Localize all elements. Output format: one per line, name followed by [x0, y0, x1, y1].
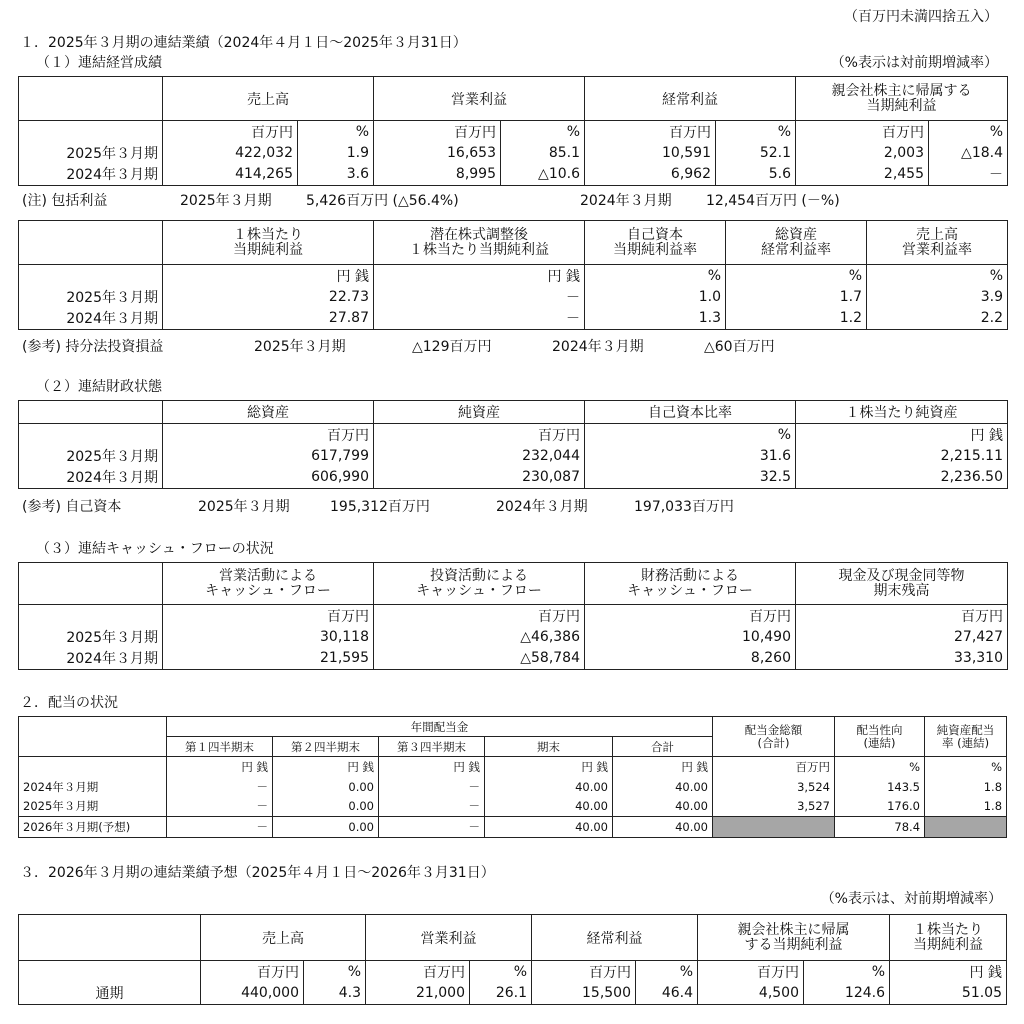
header-q1: 第１四半期末	[167, 737, 273, 757]
value-cell: 31.6	[585, 446, 796, 467]
value-cell: 10,591	[585, 143, 716, 164]
value-cell: 27,427	[796, 627, 1008, 648]
financial-position-heading: （２）連結財政状態	[36, 379, 162, 395]
section-1-title: １．2025年３月期の連結業績（2024年４月１日～2025年３月31日）	[20, 35, 467, 51]
unit-cell: 百万円	[366, 961, 470, 983]
unit-cell: 百万円	[532, 961, 636, 983]
header-q3: 第３四半期末	[379, 737, 485, 757]
unit-cell: 百万円	[201, 961, 304, 983]
header-ordinary-profit: 経常利益	[532, 915, 698, 961]
value-cell: 78.4	[835, 817, 925, 838]
value-cell: 15,500	[532, 983, 636, 1005]
value-cell: 21,595	[163, 648, 374, 670]
value-cell: 0.00	[273, 797, 379, 817]
per-share-ratio-table	[18, 220, 1008, 330]
unit-cell: %	[304, 961, 366, 983]
value-cell: 232,044	[374, 446, 585, 467]
value-cell: 0.00	[273, 817, 379, 838]
unit-cell: 百万円	[374, 605, 585, 627]
equity-ref-label: (参考) 自己資本	[22, 499, 122, 515]
unit-cell: %	[470, 961, 532, 983]
table-row	[19, 627, 1008, 648]
equity-ref-value: 195,312百万円	[330, 499, 430, 515]
equity-ref-year: 2025年３月期	[198, 499, 290, 515]
equity-method-value: △129百万円	[412, 339, 492, 355]
unit-cell: 円 銭	[167, 757, 273, 777]
header-net-income: 親会社株主に帰属する 当期純利益	[796, 77, 1008, 121]
operating-results-table	[18, 76, 1008, 186]
value-cell: 33,310	[796, 648, 1008, 670]
header-equity-ratio: 自己資本比率	[585, 401, 796, 424]
row-label: 2024年３月期	[19, 648, 163, 670]
header-total: 合計	[613, 737, 713, 757]
header-operating-profit: 営業利益	[366, 915, 532, 961]
header-operating-margin: 売上高 営業利益率	[867, 221, 1008, 265]
value-cell: －	[379, 777, 485, 797]
operating-results-heading: （１）連結経営成績	[36, 55, 162, 71]
value-cell: 2,003	[796, 143, 929, 164]
value-cell: －	[379, 797, 485, 817]
unit-cell: 円 銭	[374, 265, 585, 287]
value-cell: 176.0	[835, 797, 925, 817]
row-label: 2026年３月期(予想)	[19, 817, 167, 838]
value-cell: 10,490	[585, 627, 796, 648]
financial-position-table	[18, 400, 1008, 489]
header-operating-cf: 営業活動による キャッシュ・フロー	[163, 563, 374, 605]
value-cell: －	[374, 308, 585, 330]
unit-cell: %	[585, 265, 726, 287]
row-label: 2024年３月期	[19, 308, 163, 330]
header-net-sales: 売上高	[201, 915, 366, 961]
value-cell: 5.6	[716, 164, 796, 186]
table-row	[19, 983, 1007, 1005]
row-label: 2025年３月期	[19, 627, 163, 648]
unit-cell: 円 銭	[796, 424, 1008, 446]
unit-cell: 百万円	[585, 121, 716, 143]
comprehensive-income-label: (注) 包括利益	[22, 193, 108, 209]
header-diluted-eps: 潜在株式調整後 １株当たり当期純利益	[374, 221, 585, 265]
unit-cell: 円 銭	[163, 265, 374, 287]
dividends-heading: ２．配当の状況	[20, 695, 118, 711]
equity-ref-value: 197,033百万円	[634, 499, 734, 515]
header-net-assets: 純資産	[374, 401, 585, 424]
value-cell: 1.7	[726, 287, 867, 308]
value-cell: 32.5	[585, 467, 796, 489]
value-cell: 143.5	[835, 777, 925, 797]
unit-cell: 円 銭	[379, 757, 485, 777]
value-cell: 30,118	[163, 627, 374, 648]
equity-method-label: (参考) 持分法投資損益	[22, 339, 164, 355]
unit-cell: 百万円	[796, 605, 1008, 627]
value-cell: △46,386	[374, 627, 585, 648]
value-cell: 3.9	[867, 287, 1008, 308]
value-cell: 3,527	[713, 797, 835, 817]
unit-cell: 百万円	[713, 757, 835, 777]
value-cell: －	[167, 817, 273, 838]
unit-cell: %	[585, 424, 796, 446]
comprehensive-income-value: 5,426百万円 (△56.4%)	[306, 193, 459, 209]
value-cell: 27.87	[163, 308, 374, 330]
unit-note: （百万円未満四捨五入）	[844, 9, 998, 25]
value-cell: 6,962	[585, 164, 716, 186]
header-payout-ratio: 配当性向 (連結)	[835, 717, 925, 757]
unit-cell: 百万円	[796, 121, 929, 143]
header-eps: １株当たり 当期純利益	[890, 915, 1007, 961]
row-label: 2025年３月期	[19, 143, 163, 164]
unit-cell: %	[501, 121, 585, 143]
value-cell: 2.2	[867, 308, 1008, 330]
equity-ref-year: 2024年３月期	[496, 499, 588, 515]
dividends-table	[18, 716, 1007, 838]
value-cell: 40.00	[485, 777, 613, 797]
value-cell: 26.1	[470, 983, 532, 1005]
value-cell: 1.2	[726, 308, 867, 330]
row-label: 2024年３月期	[19, 777, 167, 797]
value-cell: 21,000	[366, 983, 470, 1005]
value-cell: 8,995	[374, 164, 501, 186]
unit-cell: %	[929, 121, 1008, 143]
unit-cell: 百万円	[698, 961, 804, 983]
unit-cell: 円 銭	[273, 757, 379, 777]
table-row	[19, 164, 1008, 186]
unit-cell: 百万円	[163, 121, 298, 143]
value-cell: 52.1	[716, 143, 796, 164]
unit-cell: 百万円	[163, 424, 374, 446]
forecast-heading: ３．2026年３月期の連結業績予想（2025年４月１日～2026年３月31日）	[20, 865, 495, 881]
value-cell: 51.05	[890, 983, 1007, 1005]
value-cell: 40.00	[485, 817, 613, 838]
table-row	[19, 143, 1008, 164]
value-cell: 3.6	[298, 164, 374, 186]
unit-cell: 円 銭	[485, 757, 613, 777]
unit-cell: %	[835, 757, 925, 777]
unit-cell: %	[636, 961, 698, 983]
value-cell: 617,799	[163, 446, 374, 467]
row-label: 2024年３月期	[19, 164, 163, 186]
header-investing-cf: 投資活動による キャッシュ・フロー	[374, 563, 585, 605]
value-cell: －	[929, 164, 1008, 186]
value-cell: －	[374, 287, 585, 308]
header-ordinary-profit: 経常利益	[585, 77, 796, 121]
unit-cell: %	[925, 757, 1007, 777]
value-cell: 1.0	[585, 287, 726, 308]
equity-method-value: △60百万円	[704, 339, 775, 355]
value-cell: －	[167, 777, 273, 797]
table-row	[19, 648, 1008, 670]
value-cell: 414,265	[163, 164, 298, 186]
shaded-cell	[925, 817, 1007, 838]
row-label: 2025年３月期	[19, 446, 163, 467]
forecast-pct-note: （%表示は、対前期増減率）	[820, 891, 1002, 907]
value-cell: △10.6	[501, 164, 585, 186]
value-cell: 422,032	[163, 143, 298, 164]
table-row	[19, 817, 1007, 838]
header-blank	[19, 77, 163, 121]
equity-method-year: 2025年３月期	[254, 339, 346, 355]
value-cell: △18.4	[929, 143, 1008, 164]
value-cell: 8,260	[585, 648, 796, 670]
row-label: 2025年３月期	[19, 797, 167, 817]
value-cell: 4,500	[698, 983, 804, 1005]
unit-cell: %	[867, 265, 1008, 287]
header-q2: 第２四半期末	[273, 737, 379, 757]
value-cell: 22.73	[163, 287, 374, 308]
value-cell: 2,455	[796, 164, 929, 186]
cash-flow-heading: （３）連結キャッシュ・フローの状況	[36, 541, 274, 557]
row-label: 通期	[19, 983, 201, 1005]
value-cell: 1.9	[298, 143, 374, 164]
unit-cell: %	[716, 121, 796, 143]
value-cell: 2,215.11	[796, 446, 1008, 467]
header-total-assets: 総資産	[163, 401, 374, 424]
value-cell: 230,087	[374, 467, 585, 489]
header-bps: １株当たり純資産	[796, 401, 1008, 424]
shaded-cell	[713, 817, 835, 838]
table-row	[19, 467, 1008, 489]
value-cell: 40.00	[613, 797, 713, 817]
value-cell: 1.8	[925, 777, 1007, 797]
value-cell: 1.8	[925, 797, 1007, 817]
header-eps: １株当たり 当期純利益	[163, 221, 374, 265]
unit-cell: 百万円	[374, 121, 501, 143]
forecast-table	[18, 914, 1007, 1005]
header-operating-profit: 営業利益	[374, 77, 585, 121]
value-cell: 606,990	[163, 467, 374, 489]
row-label: 2024年３月期	[19, 467, 163, 489]
value-cell: 40.00	[613, 777, 713, 797]
value-cell: △58,784	[374, 648, 585, 670]
value-cell: 0.00	[273, 777, 379, 797]
value-cell: 40.00	[485, 797, 613, 817]
unit-cell: %	[804, 961, 890, 983]
value-cell: 46.4	[636, 983, 698, 1005]
value-cell: 16,653	[374, 143, 501, 164]
header-total-dividend: 配当金総額 (合計)	[713, 717, 835, 757]
table-row	[19, 308, 1008, 330]
table-row	[19, 797, 1007, 817]
header-doe: 純資産配当 率 (連結)	[925, 717, 1007, 757]
value-cell: 1.3	[585, 308, 726, 330]
header-financing-cf: 財務活動による キャッシュ・フロー	[585, 563, 796, 605]
comprehensive-income-value: 12,454百万円 (－%)	[706, 193, 840, 209]
table-row	[19, 287, 1008, 308]
unit-cell: %	[298, 121, 374, 143]
header-roa: 総資産 経常利益率	[726, 221, 867, 265]
value-cell: 124.6	[804, 983, 890, 1005]
unit-cell: %	[726, 265, 867, 287]
unit-cell: 百万円	[585, 605, 796, 627]
value-cell: －	[379, 817, 485, 838]
cash-flow-table	[18, 562, 1008, 670]
value-cell: 40.00	[613, 817, 713, 838]
value-cell: 440,000	[201, 983, 304, 1005]
header-cash-balance: 現金及び現金同等物 期末残高	[796, 563, 1008, 605]
equity-method-year: 2024年３月期	[552, 339, 644, 355]
comprehensive-income-year: 2025年３月期	[180, 193, 272, 209]
header-roe: 自己資本 当期純利益率	[585, 221, 726, 265]
value-cell: 4.3	[304, 983, 366, 1005]
comprehensive-income-year: 2024年３月期	[580, 193, 672, 209]
value-cell: 85.1	[501, 143, 585, 164]
unit-cell: 百万円	[163, 605, 374, 627]
header-year-end: 期末	[485, 737, 613, 757]
header-annual-dividend: 年間配当金	[167, 717, 713, 737]
value-cell: 2,236.50	[796, 467, 1008, 489]
row-label: 2025年３月期	[19, 287, 163, 308]
pct-note: （%表示は対前期増減率）	[830, 55, 998, 71]
table-row	[19, 446, 1008, 467]
header-net-sales: 売上高	[163, 77, 374, 121]
value-cell: 3,524	[713, 777, 835, 797]
table-row	[19, 777, 1007, 797]
unit-cell: 円 銭	[613, 757, 713, 777]
header-net-income: 親会社株主に帰属 する当期純利益	[698, 915, 890, 961]
value-cell: －	[167, 797, 273, 817]
unit-cell: 百万円	[374, 424, 585, 446]
unit-cell: 円 銭	[890, 961, 1007, 983]
